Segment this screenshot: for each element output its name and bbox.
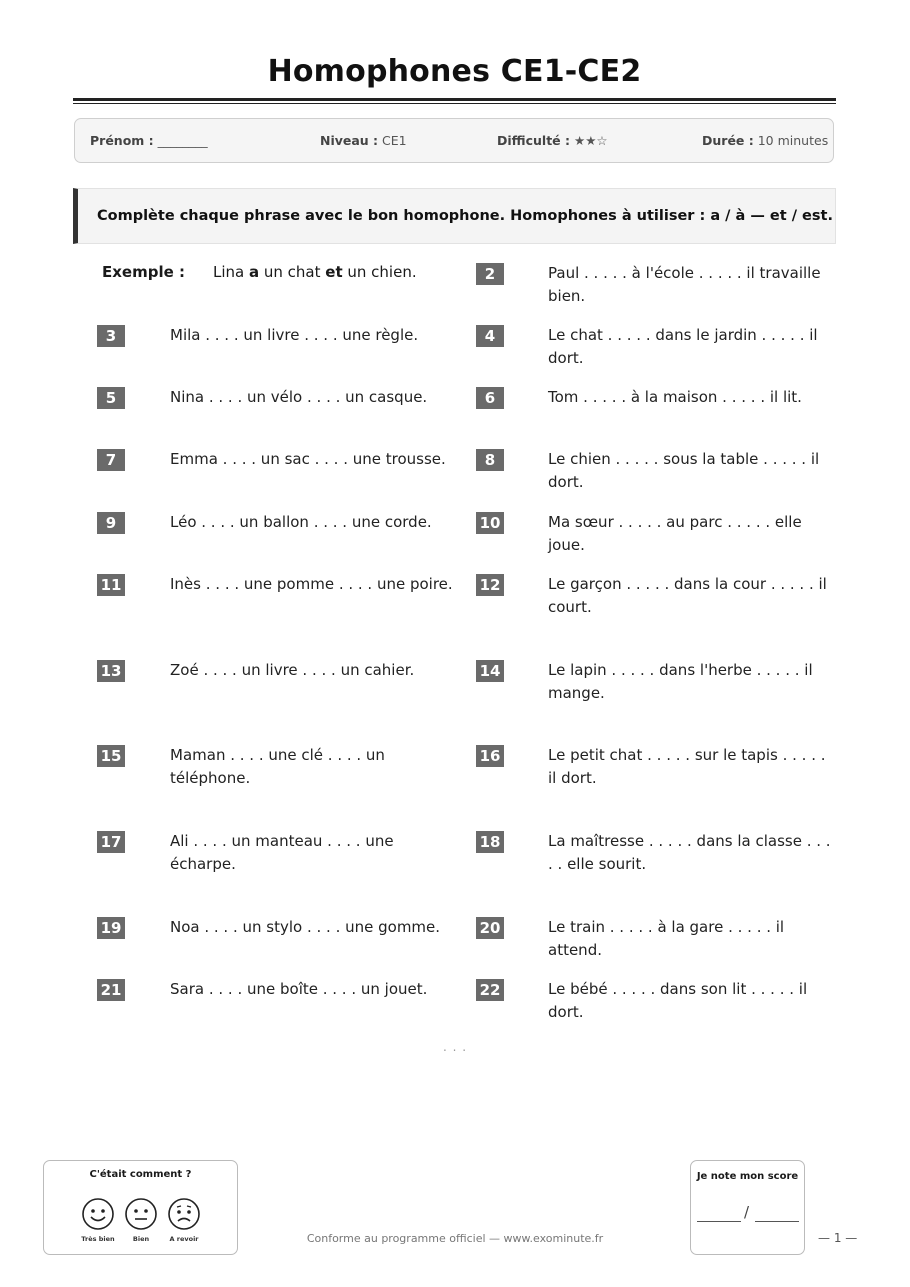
niveau-value: CE1 <box>382 133 407 148</box>
duree-field <box>702 133 828 148</box>
exercise-number: 12 <box>476 574 504 596</box>
title-rule <box>73 98 836 101</box>
feedback-label-tres-bien: Très bien <box>81 1235 115 1243</box>
exercise-number: 3 <box>97 325 125 347</box>
difficulte-label: Difficulté : <box>497 133 570 148</box>
exercise-sentence[interactable]: Noa . . . . un stylo . . . . une gomme. <box>170 918 441 936</box>
exercise-sentence[interactable]: Le garçon . . . . . dans la cour . . . . . il court. <box>548 575 827 616</box>
feedback-label-a-revoir: A revoir <box>169 1235 199 1243</box>
info-bar <box>74 118 834 163</box>
exercise-number: 13 <box>97 660 125 682</box>
exercise-sentence[interactable]: Le chat . . . . . dans le jardin . . . . . il dort. <box>548 326 818 367</box>
niveau-label: Niveau : <box>320 133 379 148</box>
exercise-number: 19 <box>97 917 125 939</box>
exercise-number: 8 <box>476 449 504 471</box>
feedback-title: C'était comment ? <box>89 1169 192 1180</box>
exercise-sentence[interactable]: Inès . . . . une pomme . . . . une poire. <box>170 575 453 593</box>
feedback-label-bien: Bien <box>132 1235 150 1243</box>
title-rule-thin <box>73 103 836 104</box>
niveau-field <box>320 133 407 148</box>
example-answer-a: a <box>249 263 260 281</box>
exercise-number: 15 <box>97 745 125 767</box>
score-separator: / <box>744 1203 750 1221</box>
exercise-number: 10 <box>476 512 504 534</box>
exercise-sentence[interactable]: Mila . . . . un livre . . . . une règle. <box>170 326 419 344</box>
neutral-face-icon[interactable] <box>124 1197 158 1231</box>
exercise-number: 5 <box>97 387 125 409</box>
score-numerator-field[interactable] <box>697 1207 741 1222</box>
exercise-sentence[interactable]: Léo . . . . un ballon . . . . une corde. <box>170 513 432 531</box>
exercise-sentence[interactable]: Le petit chat . . . . . sur le tapis . . . . . il dort. <box>548 746 826 787</box>
exercise-sentence[interactable]: Ali . . . . un manteau . . . . une écharpe. <box>170 832 394 873</box>
happy-face-icon[interactable] <box>81 1197 115 1231</box>
exercise-number: 22 <box>476 979 504 1001</box>
prenom-label: Prénom : <box>90 133 154 148</box>
score-denominator-field[interactable] <box>755 1207 799 1222</box>
score-title: Je note mon score <box>696 1171 799 1182</box>
page-title: Homophones CE1-CE2 <box>267 54 642 89</box>
example-part: Lina <box>213 263 249 281</box>
difficulte-field <box>497 133 608 148</box>
exercise-number: 14 <box>476 660 504 682</box>
page-number: — 1 — <box>818 1231 858 1245</box>
exercise-number: 18 <box>476 831 504 853</box>
exercise-number: 9 <box>97 512 125 534</box>
feedback-box <box>43 1160 238 1255</box>
continuation-dots: . . . <box>443 1040 468 1054</box>
prenom-value: ________ <box>157 133 208 148</box>
exercise-sentence[interactable]: Tom . . . . . à la maison . . . . . il lit. <box>548 388 802 406</box>
exercise-number: 17 <box>97 831 125 853</box>
exercise-sentence[interactable]: Le chien . . . . . sous la table . . . . . il dort. <box>548 450 820 491</box>
exercise-number: 6 <box>476 387 504 409</box>
exercise-sentence[interactable]: Emma . . . . un sac . . . . une trousse. <box>170 450 446 468</box>
exercise-number: 4 <box>476 325 504 347</box>
exercise-sentence[interactable]: Maman . . . . une clé . . . . un téléphone. <box>170 746 385 787</box>
footer-text: Conforme au programme officiel — www.exominute.fr <box>306 1232 604 1245</box>
score-box <box>690 1160 805 1255</box>
example-sentence <box>213 263 417 281</box>
worried-face-icon[interactable] <box>167 1197 201 1231</box>
exercise-number: 7 <box>97 449 125 471</box>
example-part: un chien. <box>342 263 417 281</box>
exercise-sentence[interactable]: Zoé . . . . un livre . . . . un cahier. <box>170 661 415 679</box>
difficulte-value: ★★☆ <box>573 133 608 148</box>
duree-label: Durée : <box>702 133 754 148</box>
exercise-sentence[interactable]: Ma sœur . . . . . au parc . . . . . elle joue. <box>548 513 802 554</box>
instruction-text: Complète chaque phrase avec le bon homophone. Homophones à utiliser : a / à — et / est. <box>97 208 833 224</box>
example-answer-et: et <box>325 263 343 281</box>
exercise-sentence[interactable]: Le lapin . . . . . dans l'herbe . . . . . il mange. <box>548 661 813 702</box>
exercise-number: 2 <box>476 263 504 285</box>
exercise-sentence[interactable]: Nina . . . . un vélo . . . . un casque. <box>170 388 428 406</box>
instruction-box <box>73 188 836 244</box>
exercise-sentence[interactable]: La maîtresse . . . . . dans la classe . . . . . elle sourit. <box>548 832 831 873</box>
example-part: un chat <box>259 263 326 281</box>
exercise-sentence[interactable]: Le bébé . . . . . dans son lit . . . . . il dort. <box>548 980 808 1021</box>
example-label: Exemple : <box>102 263 185 281</box>
exercise-sentence[interactable]: Paul . . . . . à l'école . . . . . il travaille bien. <box>548 264 821 305</box>
duree-value: 10 minutes <box>757 133 829 148</box>
exercise-number: 11 <box>97 574 125 596</box>
prenom-field[interactable] <box>90 133 208 148</box>
exercise-number: 20 <box>476 917 504 939</box>
exercise-sentence[interactable]: Le train . . . . . à la gare . . . . . il attend. <box>548 918 785 959</box>
exercise-number: 21 <box>97 979 125 1001</box>
exercise-sentence[interactable]: Sara . . . . une boîte . . . . un jouet. <box>170 980 428 998</box>
exercise-number: 16 <box>476 745 504 767</box>
